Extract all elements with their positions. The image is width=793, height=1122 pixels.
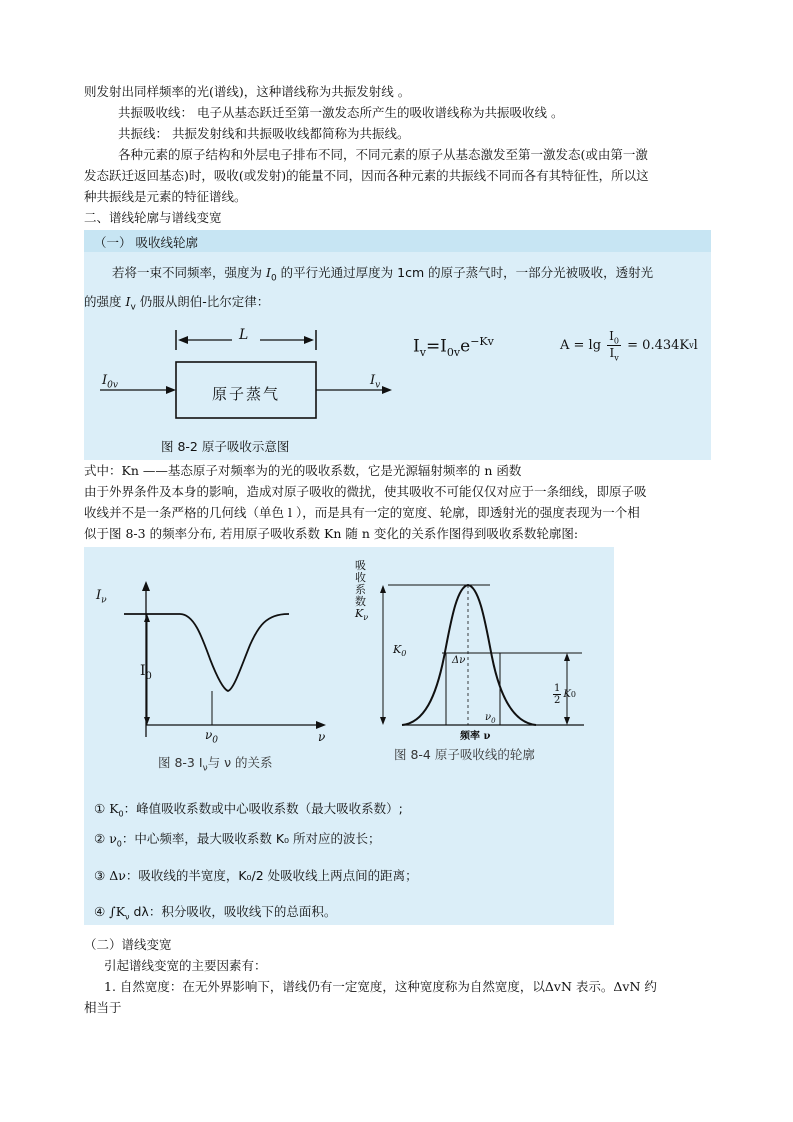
item-text: ：吸收线的半宽度，K₀/2 处吸收线上两点间的距离；: [125, 868, 418, 883]
denominator: [607, 346, 620, 362]
definition-item: [94, 902, 336, 922]
subscript: 0: [491, 717, 496, 725]
symbol: I: [265, 265, 271, 280]
subscript: v: [614, 353, 619, 363]
item-symbol: ν: [105, 831, 117, 846]
superscript: −Kv: [470, 335, 494, 348]
section-heading: 二、谱线轮廓与谱线变宽: [84, 210, 222, 225]
subscript: 0: [570, 690, 576, 699]
subscript: ν: [363, 613, 369, 623]
subscript: ν: [202, 763, 208, 774]
y-title-char: 收: [355, 571, 366, 584]
subscript: 0: [116, 839, 122, 849]
subscript: v: [419, 346, 426, 360]
paragraph-line: 引起谱线变宽的主要因素有：: [104, 958, 267, 973]
item-text: dλ：积分吸收，吸收线下的总面积。: [129, 904, 337, 919]
fig4-half-label: [553, 683, 576, 706]
subscript: v: [130, 302, 136, 313]
numerator: 1: [554, 683, 561, 694]
item-symbol: ∫K: [105, 904, 126, 919]
text-part: 的强度: [84, 294, 126, 309]
text-part: 的平行光通过厚度为 1cm 的原子蒸气时，一部分光被吸收，透射光: [276, 265, 654, 280]
symbol: A = lg: [560, 338, 606, 354]
symbol: K: [393, 643, 402, 656]
symbol: I: [96, 588, 102, 603]
definition-item: [94, 829, 381, 849]
lambert-beer-formula: [413, 335, 494, 359]
paragraph-line: 似于图 8-3 的频率分布, 若用原子吸收系数 Kn 随 n 变化的关系作图得到吸收系数轮廓图:: [84, 526, 579, 541]
item-symbol: K: [105, 801, 119, 816]
box-text-line: [112, 263, 653, 284]
symbol: I: [370, 373, 376, 388]
subscript: v: [689, 341, 694, 351]
denominator: 2: [554, 695, 561, 706]
y-title-char: 系: [355, 583, 366, 596]
absorbance-formula: [560, 329, 698, 363]
symbol: l: [693, 338, 698, 354]
y-title-char: 吸: [355, 559, 366, 572]
symbol: I: [140, 663, 146, 679]
fig3-x-label: ν: [318, 730, 326, 744]
input-intensity-label: [102, 373, 118, 391]
subscript: 0: [212, 735, 219, 746]
subscript: 0: [145, 670, 152, 682]
symbol: I: [609, 329, 614, 343]
symbol: ν: [205, 728, 213, 742]
paragraph-line: 共振吸收线： 电子从基态跃迁至第一激发态所产生的吸收谱线称为共振吸收线 。: [118, 105, 564, 120]
symbol: = 0.434K: [623, 338, 690, 354]
fig4-y-title: [355, 560, 367, 608]
y-title-char: 数: [355, 595, 366, 608]
text-part: 仍服从朗伯-比尔定律：: [135, 294, 270, 309]
symbol: K: [563, 689, 571, 700]
output-intensity-label: [370, 373, 380, 391]
subscript: 0v: [446, 346, 461, 360]
subscript: 0: [118, 809, 124, 819]
subscript: v: [375, 380, 381, 391]
paragraph-line: 则发射出同样频率的光(谱线)，这种谱线称为共振发射线 。: [84, 84, 411, 99]
symbol: I: [125, 294, 131, 309]
item-text: ：中心频率，最大吸收系数 K₀ 所对应的波长；: [121, 831, 381, 846]
subsection-heading: （二）谱线变宽: [84, 937, 172, 952]
symbol: e: [460, 336, 471, 357]
paragraph-line: 共振线： 共振发射线和共振吸收线都简称为共振线。: [118, 126, 410, 141]
subscript: 0: [270, 273, 277, 284]
subscript: 0: [401, 649, 407, 659]
text-part: 若将一束不同频率，强度为: [112, 265, 266, 280]
paragraph-line: 收线并不是一条严格的几何线（单色 l ），而是具有一定的宽度、轮廓，即透射光的强度表现为一个相: [84, 505, 640, 520]
definition-item: [94, 866, 418, 886]
numerator: [607, 329, 621, 346]
fig4-y-symbol: [355, 607, 368, 622]
paragraph-line: 种共振线是元素的特征谱线。: [84, 189, 247, 204]
fraction: [607, 329, 621, 363]
item-number: ④: [94, 904, 106, 919]
symbol: I: [102, 373, 108, 388]
paragraph-line: 式中：Kn ——基态原子对频率为的光的吸收系数，它是光源辐射频率的 n 函数: [84, 463, 522, 478]
paragraph-line: 1. 自然宽度：在无外界影响下，谱线仍有一定宽度，这种宽度称为自然宽度，以ΔvN 表示。ΔvN 约: [104, 979, 657, 994]
caption-text: 图 8-3 I: [158, 755, 203, 770]
fig4-center-label: [485, 712, 496, 725]
item-text: ：峰值吸收系数或中心吸收系数（最大吸收系数）;: [123, 801, 403, 816]
length-label: L: [239, 327, 249, 343]
item-number: ③: [94, 868, 106, 883]
subscript: 0v: [107, 380, 118, 391]
absorption-profile-curve: [402, 585, 536, 725]
symbol: =I: [425, 336, 447, 357]
fraction: [553, 683, 561, 706]
atomic-vapor-label: 原子蒸气: [212, 385, 281, 403]
fig4-width-label: Δν: [452, 655, 466, 666]
caption-text: 与 ν 的关系: [207, 755, 273, 770]
symbol: K: [355, 607, 364, 620]
paragraph-line: 由于外界条件及本身的影响，造成对原子吸收的微扰，使其吸收不可能仅仅对应于一条细线，即原子吸: [84, 484, 647, 499]
subsection-heading: （一） 吸收线轮廓: [94, 235, 198, 250]
subscript: 0: [613, 336, 620, 346]
figure-caption: 图 8-2 原子吸收示意图: [161, 439, 290, 454]
paragraph-line: 各种元素的原子结构和外层电子排布不同，不同元素的原子从基态激发至第一激发态(或由第一激: [118, 147, 648, 162]
symbol: I: [413, 336, 420, 357]
fig4-peak-label: [393, 643, 406, 658]
symbol: I: [609, 346, 615, 361]
fig4-caption: 图 8-4 原子吸收线的轮廓: [394, 747, 535, 762]
paragraph-line: 相当于: [84, 1000, 122, 1015]
symbol: ν: [485, 712, 492, 723]
fig4-x-label: 频率 ν: [460, 731, 491, 742]
subscript: ν: [125, 912, 130, 922]
item-symbol: Δν: [105, 868, 126, 883]
box-text-line: [84, 292, 269, 313]
definition-item: [94, 799, 403, 819]
subscript: ν: [101, 595, 107, 606]
item-number: ②: [94, 831, 106, 846]
paragraph-line: 发态跃迁返回基态)时，吸收(或发射)的能量不同，因而各种元素的共振线不同而各有其特征性，所以这: [84, 168, 649, 183]
item-number: ①: [94, 801, 106, 816]
